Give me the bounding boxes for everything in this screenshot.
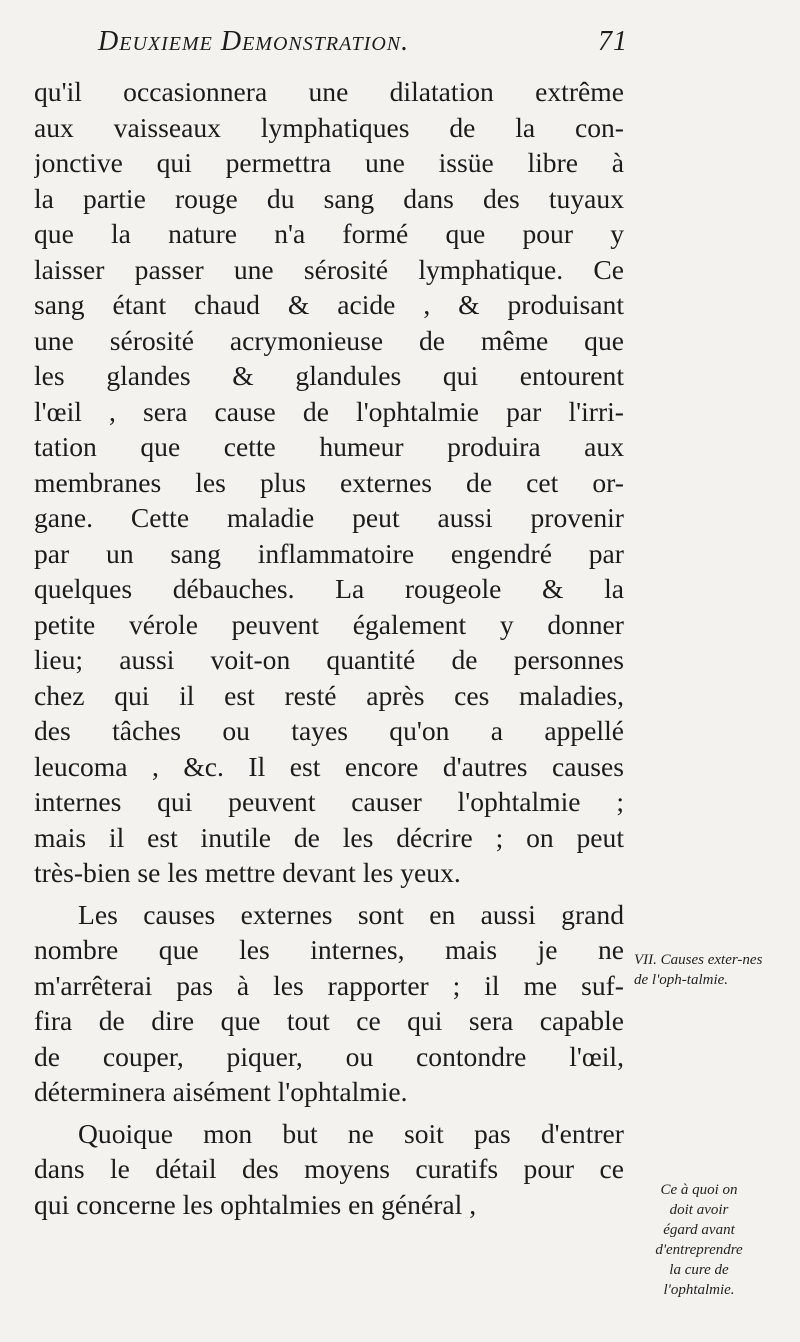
text-line: jonctive qui permettra une issüe libre à: [34, 147, 624, 178]
text-line: Quoique mon but ne soit pas d'entrer: [78, 1117, 624, 1149]
margin-note-causes-externes: VII. Causes exter-nes de l'oph-talmie.: [634, 952, 763, 988]
text-line: fira de dire que tout ce qui sera capable: [34, 1005, 624, 1036]
text-line: dans le détail des moyens curatifs pour ce: [34, 1153, 624, 1184]
text-line: chez qui il est resté après ces maladies,: [34, 679, 624, 711]
text-line: que la nature n'a formé que pour y: [34, 218, 624, 249]
text-line: qu'il occasionnera une dilatation extrême: [34, 76, 624, 107]
margin-note-line: Ce à quoi on: [660, 1182, 738, 1198]
text-line: tation que cette humeur produira aux: [34, 431, 624, 462]
text-line: la partie rouge du sang dans des tuyaux: [34, 182, 624, 214]
running-header: [98, 26, 628, 66]
text-line: aux vaisseaux lymphatiques de la con-: [34, 111, 624, 143]
text-line: de couper, piquer, ou contondre l'œil,: [34, 1040, 624, 1072]
text-line: m'arrêterai pas à les rapporter ; il me suf-: [34, 969, 624, 1001]
text-line: déterminera aisément l'ophtalmie.: [34, 1076, 408, 1107]
text-line: très-bien se les mettre devant les yeux.: [34, 857, 461, 888]
text-line: membranes les plus externes de cet or-: [34, 466, 624, 498]
margin-note-line: la cure de: [669, 1262, 729, 1278]
text-line: une sérosité acrymonieuse de même que: [34, 324, 624, 356]
margin-note-line: doit avoir: [669, 1202, 729, 1218]
paragraph-1: [34, 74, 624, 891]
margin-note-line: d'entreprendre: [655, 1242, 743, 1258]
running-title: Deuxieme Demonstration.: [98, 26, 410, 57]
page-number: 71: [598, 26, 628, 57]
text-line: des tâches ou tayes qu'on a appellé: [34, 715, 624, 746]
main-text: [34, 74, 624, 1222]
text-line: par un sang inflammatoire engendré par: [34, 537, 624, 569]
text-line: laisser passer une sérosité lymphatique. Ce: [34, 253, 624, 285]
text-line: petite vérole peuvent également y donner: [34, 608, 624, 640]
margin-note-line: l'ophtalmie.: [663, 1282, 735, 1298]
margin-note-cure: [634, 1180, 764, 1300]
paragraph-2: [34, 897, 624, 1110]
text-line: gane. Cette maladie peut aussi provenir: [34, 502, 624, 533]
text-line: leucoma , &c. Il est encore d'autres causes: [34, 750, 624, 782]
text-line: lieu; aussi voit-on quantité de personnes: [34, 644, 624, 675]
text-line: mais il est inutile de les décrire ; on peut: [34, 821, 624, 853]
text-line: internes qui peuvent causer l'ophtalmie ;: [34, 786, 624, 817]
text-line: sang étant chaud & acide , & produisant: [34, 289, 624, 320]
text-line: Les causes externes sont en aussi grand: [78, 898, 624, 930]
text-line: les glandes & glandules qui entourent: [34, 360, 624, 391]
text-line: qui concerne les ophtalmies en général ,: [34, 1188, 477, 1220]
margin-note-line: égard avant: [663, 1222, 735, 1238]
paragraph-3: [34, 1116, 624, 1223]
text-line: quelques débauches. La rougeole & la: [34, 573, 624, 604]
text-line: l'œil , sera cause de l'ophtalmie par l'irri-: [34, 395, 624, 427]
text-line: nombre que les internes, mais je ne: [34, 934, 624, 965]
